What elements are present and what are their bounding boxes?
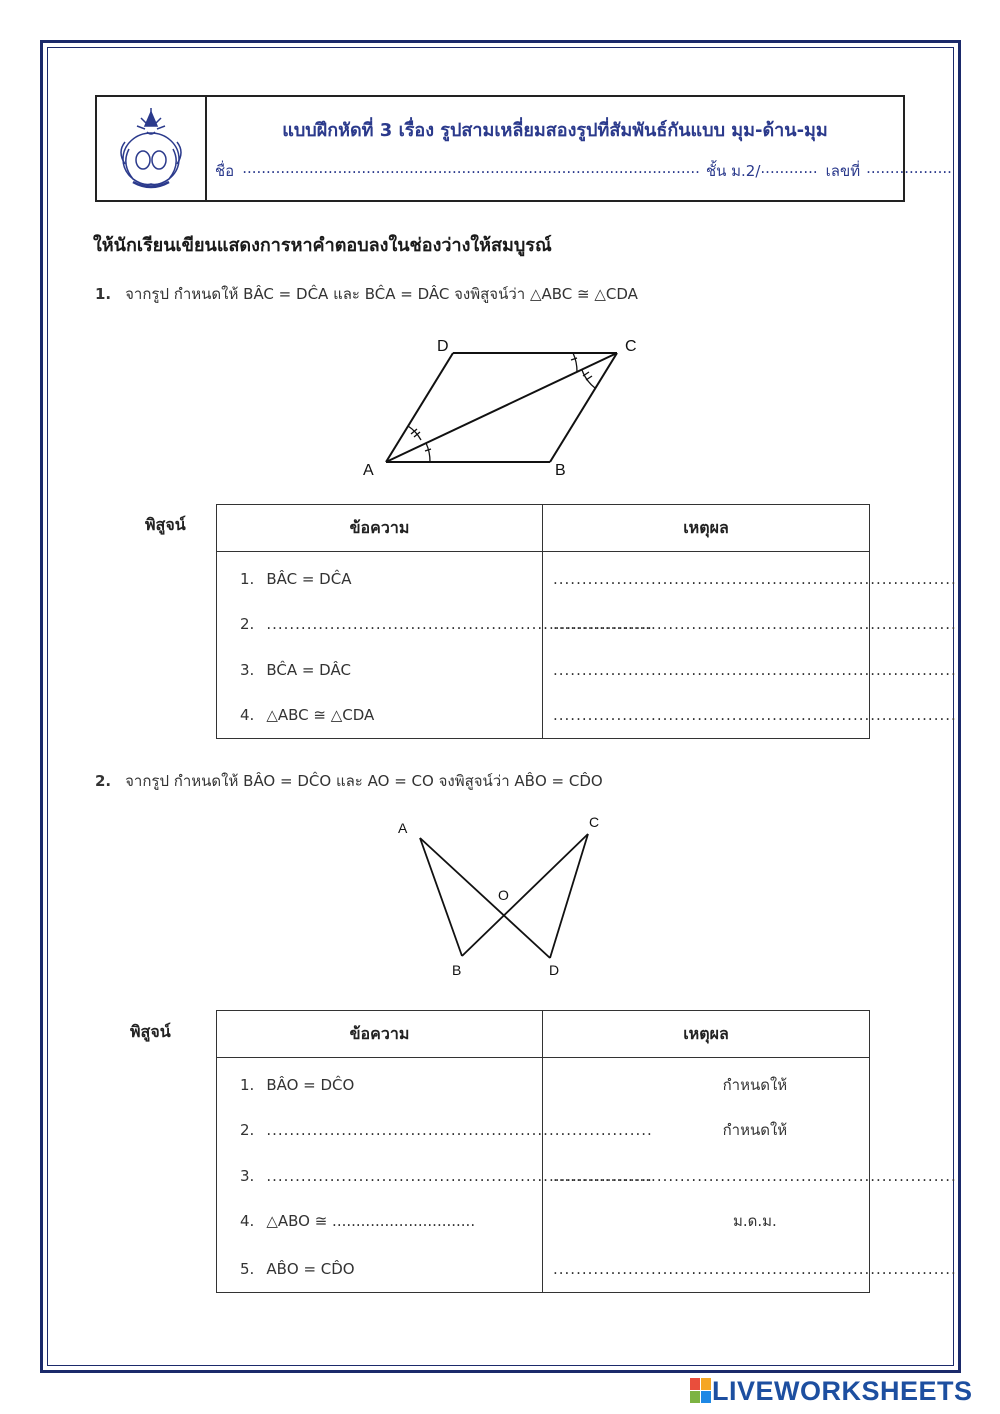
row-index: 5. (240, 1260, 255, 1278)
number-label: เลขที่ (825, 162, 861, 180)
reason-column (543, 552, 967, 738)
school-emblem-icon (111, 104, 191, 194)
reason-blank[interactable]: ...................................................................... (553, 660, 957, 679)
statement-column (217, 552, 653, 738)
school-logo-cell (97, 97, 207, 200)
table-row (217, 1244, 542, 1294)
reason-text: กำหนดให้ (722, 1075, 788, 1094)
vertex-label-b: B (452, 962, 462, 978)
vertex-label-a: A (363, 462, 374, 479)
grade-label: ชั้น ม.2/ (705, 162, 761, 180)
table-row (217, 693, 542, 739)
vertex-label-o: O (498, 887, 509, 903)
statement-text: AB̂O = CD̂O (266, 1260, 355, 1278)
row-index: 3. (240, 1166, 255, 1185)
vertex-label-b: B (555, 462, 566, 479)
reason-text: กำหนดให้ (722, 1121, 788, 1140)
statement-text: BÂO = DĈO (266, 1075, 355, 1094)
segment-ab (420, 838, 462, 956)
row-index: 2. (240, 1121, 255, 1140)
statement-text: △ABC ≅ △CDA (266, 706, 375, 725)
proof-label-2: พิสูจน์ (130, 1022, 171, 1041)
name-label: ชื่อ (215, 162, 235, 180)
statement-text: BĈA = DÂC (266, 660, 351, 679)
reason-column (543, 1058, 967, 1292)
reason-blank[interactable]: ...................................................................... (553, 569, 957, 588)
statement-header: ข้อความ (217, 1011, 543, 1057)
row-index: 4. (240, 706, 255, 725)
statement-column (217, 1058, 653, 1292)
angle-arc-bac (426, 443, 430, 462)
reason-blank[interactable]: ...................................................................... (553, 1260, 957, 1278)
statement-blank[interactable]: ................................................................... (266, 1121, 653, 1140)
statement-header: ข้อความ (217, 505, 543, 551)
question-2-text: จากรูป กำหนดให้ BÂO = DĈO และ AO = CO จงพิสูจน์ว่า AB̂O = CD̂O (125, 772, 603, 790)
row-index: 1. (240, 1075, 255, 1094)
liveworksheets-badge-icon (690, 1378, 712, 1404)
row-index: 1. (240, 569, 255, 588)
reason-header: เหตุผล (683, 517, 729, 537)
question-1-number: 1. (95, 285, 112, 303)
reason-blank[interactable]: ...................................................................... (553, 706, 957, 725)
grade-field[interactable]: ............ (760, 159, 818, 177)
liveworksheets-logo (690, 1376, 973, 1406)
vertex-label-a: A (398, 820, 408, 836)
table-row (217, 647, 542, 693)
question-1-text: จากรูป กำหนดให้ BÂC = DĈA และ BĈA = DÂC จงพิสูจน์ว่า △ABC ≅ △CDA (125, 285, 638, 303)
reason-blank[interactable]: ...................................................................... (553, 1166, 957, 1185)
worksheet-header (95, 95, 952, 202)
statement-blank[interactable]: △ABO ≅ .............................. (266, 1212, 476, 1231)
header-title-cell (207, 97, 952, 200)
liveworksheets-wordmark: LIVEWORKSHEETS (712, 1375, 973, 1406)
name-field[interactable]: ................................................................................................ (242, 159, 700, 177)
table-row (217, 556, 542, 602)
vertex-label-c: C (589, 814, 600, 830)
table-row[interactable] (217, 602, 653, 648)
table-row[interactable] (217, 1153, 653, 1199)
instruction-text: ให้นักเรียนเขียนแสดงการหาคำตอบลงในช่องว่างให้สมบูรณ์ (93, 235, 552, 256)
row-index: 3. (240, 660, 255, 679)
worksheet-title: แบบฝึกหัดที่ 3 เรื่อง รูปสามเหลี่ยมสองรูปที่สัมพันธ์กันแบบ มุม-ด้าน-มุม (282, 120, 828, 141)
segment-da (420, 838, 550, 958)
statement-text: BÂC = DĈA (266, 569, 352, 588)
question-2-number: 2. (95, 772, 112, 790)
row-index: 4. (240, 1212, 255, 1231)
question-2 (95, 769, 603, 793)
row-index: 2. (240, 615, 255, 634)
reason-blank[interactable]: ...................................................................... (553, 615, 957, 634)
angle-tick (586, 376, 592, 380)
proof-table-2-header (217, 1011, 869, 1058)
student-info-line (215, 159, 952, 183)
reason-header: เหตุผล (683, 1023, 729, 1043)
vertex-label-c: C (625, 338, 637, 355)
parallelogram-figure (355, 330, 655, 480)
bowtie-figure (385, 808, 615, 983)
proof-table-1 (216, 504, 957, 739)
vertex-label-d: D (437, 338, 449, 355)
number-field[interactable]: .................. (866, 159, 952, 177)
proof-label-1: พิสูจน์ (145, 515, 186, 534)
statement-blank[interactable]: ................................................................... (266, 1166, 653, 1185)
proof-table-2 (216, 1010, 957, 1293)
proof-table-1-header (217, 505, 869, 552)
reason-text: ม.ด.ม. (732, 1212, 777, 1231)
statement-blank[interactable]: ................................................................... (266, 615, 653, 634)
table-row[interactable] (217, 1108, 653, 1154)
question-1 (95, 282, 638, 306)
angle-arc-dca (573, 353, 577, 372)
table-row (217, 1062, 542, 1108)
table-row[interactable] (217, 1199, 542, 1245)
vertex-label-d: D (549, 962, 560, 978)
